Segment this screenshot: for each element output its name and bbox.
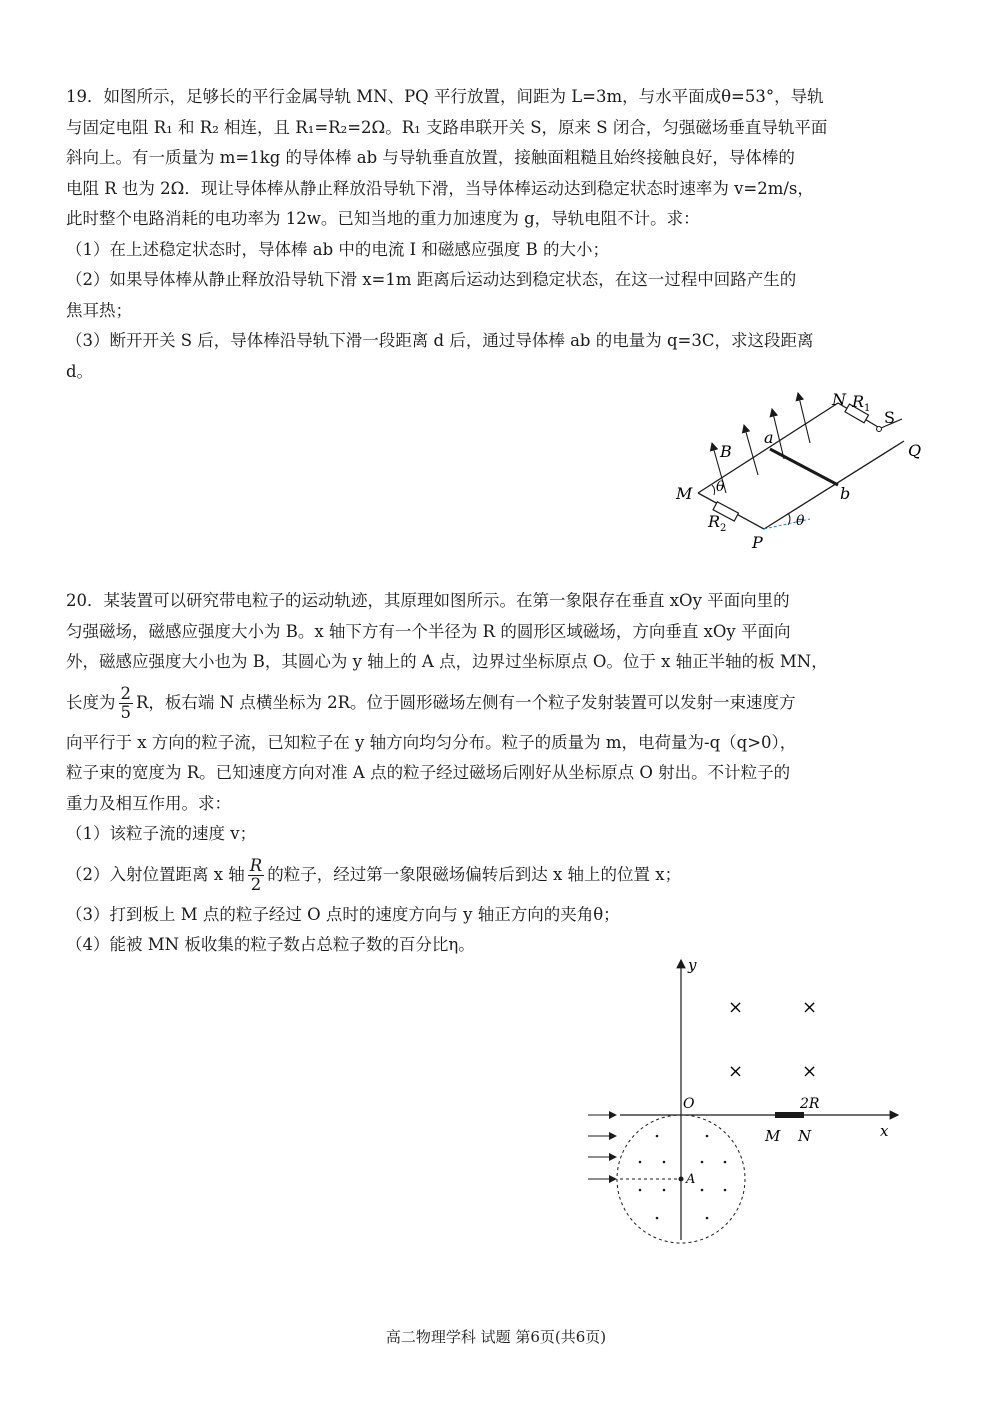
frac-denominator: 5 [120,702,131,722]
frac-denominator: 2 [250,874,262,894]
label-M: M [676,484,693,503]
q20-line: 粒子束的宽度为 R。已知速度方向对准 A 点的粒子经过磁场后刚好从坐标原点 O 射出。不计粒子的 [66,763,791,782]
label-2R: 2R [800,1096,820,1112]
q19-part2-cont: 焦耳热； [66,300,132,320]
label-O: O [683,1096,695,1112]
q19-line: 19．如图所示，足够长的平行金属导轨 MN、PQ 平行放置，间距为 L=3m，与水平面成θ=53°，导轨 [66,87,824,106]
q20-part2-prefix: （2）入射位置距离 x 轴 [66,864,245,884]
fraction-two-fifths [119,685,134,722]
plate-MN [775,1112,804,1118]
q20-line: 向平行于 x 方向的粒子流，已知粒子在 y 轴方向均匀分布。粒子的质量为 m，电荷量为-q（q>0）， [66,732,797,752]
label-B: B [720,442,732,461]
q20-part3: （3）打到板上 M 点的粒子经过 O 点时的速度方向与 y 轴正方向的夹角θ； [66,904,620,924]
q20-part2 [66,850,928,900]
label-a: a [764,428,774,447]
q20-line: 20．某装置可以研究带电粒子的运动轨迹，其原理如图所示。在第一象限存在垂直 xOy 平面向里的 [66,591,790,610]
label-N: N [832,390,846,409]
label-Q: Q [908,441,922,460]
q20-length-line [66,678,928,728]
label-b: b [840,484,851,503]
q19-part2: （2）如果导体棒从静止释放沿导轨下滑 x=1m 距离后运动达到稳定状态，在这一过程中回路产生的 [66,270,797,289]
q20-line: 匀强磁场，磁感应强度大小为 B。x 轴下方有一个半径为 R 的圆形区域磁场，方向垂直 xOy 平面向 [66,621,791,641]
label-R1: $R_1$ [852,392,871,414]
field-in-cross: × [728,1061,744,1082]
q19-line: 与固定电阻 R₁ 和 R₂ 相连，且 R₁=R₂=2Ω。R₁ 支路串联开关 S，原来 S 闭合，匀强磁场垂直导轨平面 [66,117,828,137]
fraction-R-half [248,857,264,894]
q19-line: 电阻 R 也为 2Ω．现让导体棒从静止释放沿导轨下滑，当导体棒运动达到稳定状态时速率为 v=2m/s， [66,178,814,198]
label-A: A [686,1172,696,1187]
b-field-arrow [798,393,810,443]
label-R2: $R_2$ [708,512,727,534]
q19-line: 此时整个电路消耗的电功率为 12w。已知当地的重力加速度为 g，导轨电阻不计。求： [66,209,700,228]
frac-numerator: R [249,855,263,875]
question-20 [66,586,928,961]
q20-line: 重力及相互作用。求： [66,793,231,813]
q20-length-suffix: R，板右端 N 点横坐标为 2R。位于圆形磁场左侧有一个粒子发射装置可以发射一束速度方 [136,692,796,712]
q19-part3: （3）断开开关 S 后，导体棒沿导轨下滑一段距离 d 后，通过导体棒 ab 的电量为 q=3C，求这段距离 [66,331,814,350]
frac-numerator: 2 [120,683,131,703]
theta-arc-M [712,485,715,495]
label-M: M [765,1127,781,1145]
label-P: P [752,533,763,552]
field-in-cross: × [802,1061,818,1082]
field-in-cross: × [802,997,818,1018]
field-in-cross: × [728,997,744,1018]
q20-figure [580,950,910,1250]
q20-line: 外，磁感应强度大小也为 B，其圆心为 y 轴上的 A 点，边界过坐标原点 O。位于 x 轴正半轴的板 MN， [66,652,828,671]
q20-length-prefix: 长度为 [66,692,116,712]
label-theta-M: θ [716,479,725,495]
q20-part4: （4）能被 MN 板收集的粒子数占总粒子数的百分比η。 [66,935,475,954]
label-y: y [688,956,697,974]
page-footer: 高二物理学科 试题 第6页(共6页) [385,1328,607,1346]
point-A [679,1177,684,1182]
label-theta-P: θ [796,513,805,529]
switch-S-contact [877,427,882,432]
label-S: S [884,408,895,427]
q19-figure [660,385,940,555]
question-19 [66,82,928,387]
label-N: N [798,1127,812,1145]
q19-part3-cont: d。 [66,361,94,381]
rail-PQ [764,441,904,529]
q19-part1: （1）在上述稳定状态时，导体棒 ab 中的电流 I 和磁感应强度 B 的大小； [66,239,610,259]
label-x: x [880,1122,889,1140]
rod-ab [770,449,838,485]
b-field-arrow [744,425,758,475]
q19-line: 斜向上。有一质量为 m=1kg 的导体棒 ab 与导轨垂直放置，接触面粗糙且始终接触良好，导体棒的 [66,148,795,167]
q20-part1: （1）该粒子流的速度 v； [66,824,257,843]
q20-part2-suffix: 的粒子，经过第一象限磁场偏转后到达 x 轴上的位置 x； [267,864,682,884]
